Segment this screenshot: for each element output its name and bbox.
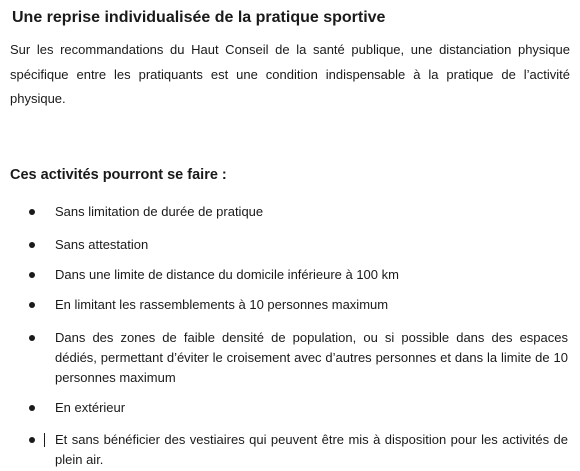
activities-heading: Ces activités pourront se faire : — [10, 167, 227, 183]
list-item-text: Sans attestation — [55, 237, 149, 252]
list-item-text: En limitant les rassemblements à 10 personnes maximum — [55, 297, 389, 312]
bullet-icon — [29, 405, 35, 411]
list-item-text: Dans une limite de distance du domicile inférieure à 100 km — [55, 267, 399, 282]
list-item-text: Dans des zones de faible densité de population, ou si possible dans des espaces dédiés, permettant d’éviter le croisement avec d’autres personnes et dans la limite de 10 personnes maximum — [55, 330, 568, 385]
bullet-icon — [29, 437, 35, 443]
bullet-icon — [29, 272, 35, 278]
list-item-text: Et sans bénéficier des vestiaires qui peuvent être mis à disposition pour les activités de plein air. — [55, 432, 568, 467]
list-item-text: Sans limitation de durée de pratique — [55, 204, 264, 219]
bullet-icon — [29, 209, 35, 215]
section-title: Une reprise individualisée de la pratique sportive — [12, 9, 386, 26]
text-cursor — [44, 433, 45, 447]
list-item-text: En extérieur — [55, 400, 126, 415]
bullet-icon — [29, 242, 35, 248]
bullet-icon — [29, 302, 35, 308]
bullet-icon — [29, 335, 35, 341]
intro-paragraph: Sur les recommandations du Haut Conseil de la santé publique, une distanciation physique spécifique entre les pratiquants est une condition indispensable à la pratique de l’activité physique. — [10, 42, 570, 106]
